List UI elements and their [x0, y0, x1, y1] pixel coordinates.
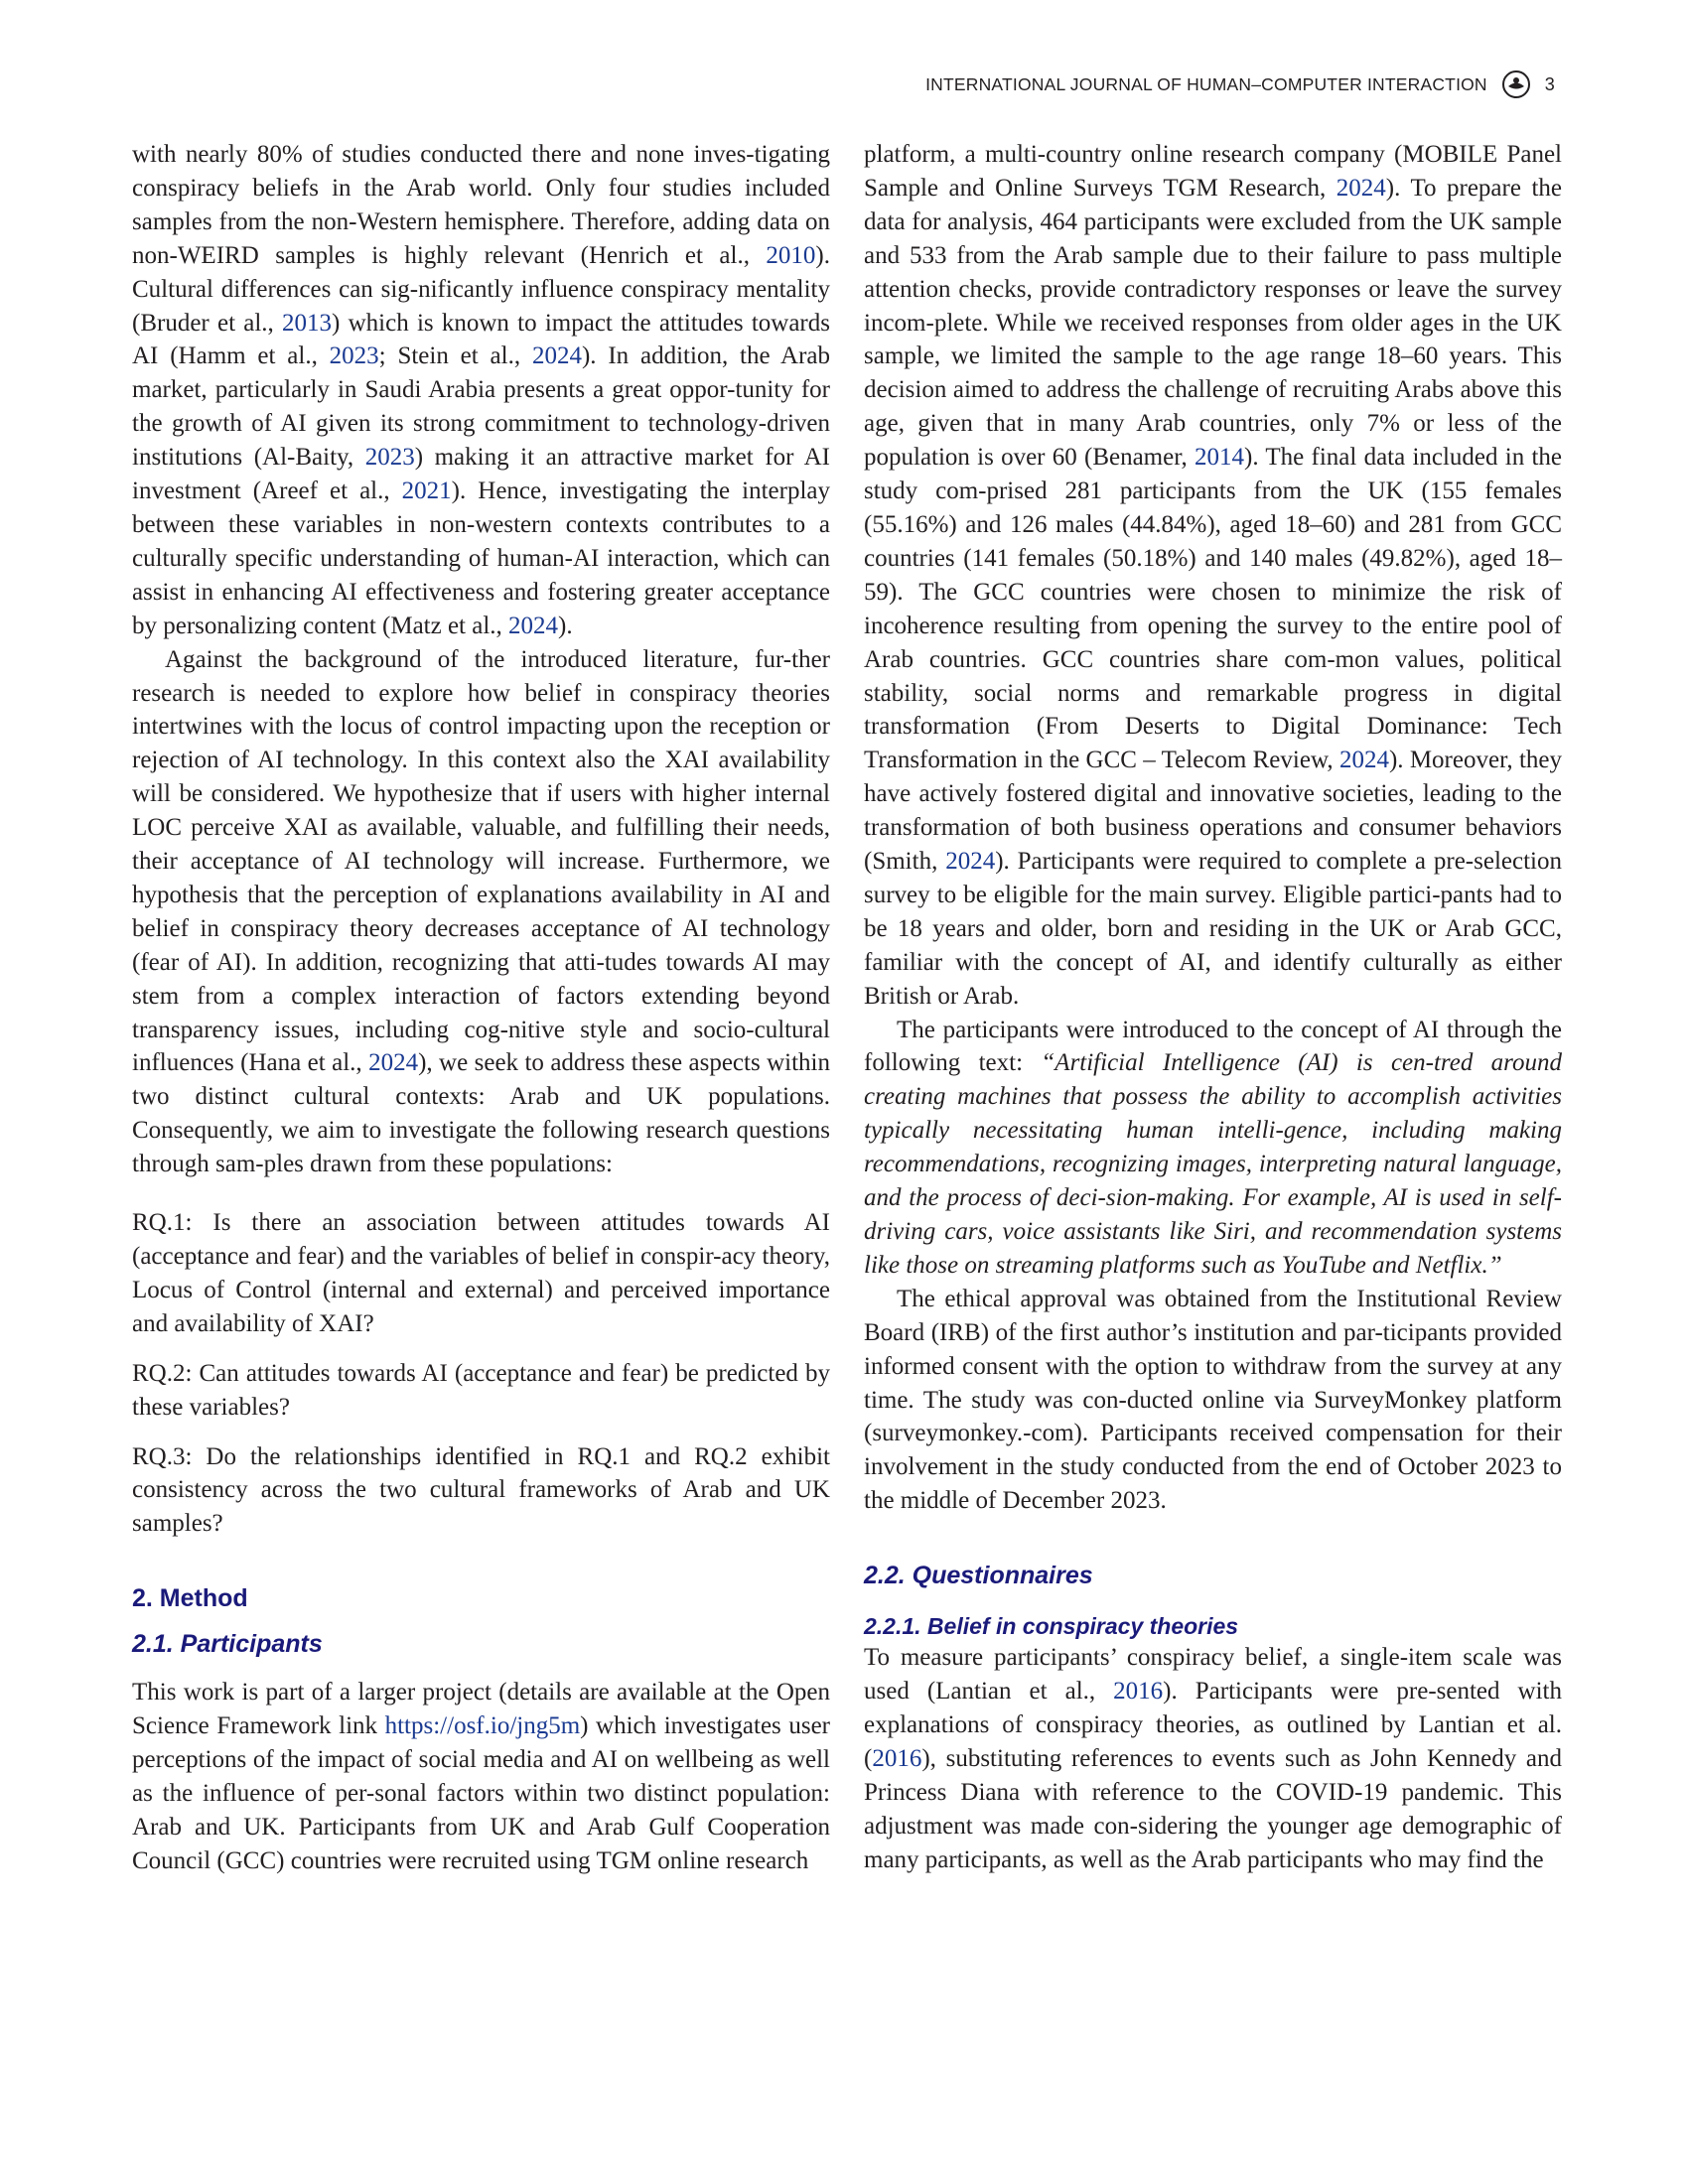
ai-definition-quote: “Artificial Intelligence (AI) is cen-tred around creating machines that possess the ability to accomplish activities typically necessitating human intelli-gence, including making recommendations, recognizing images, interpreting natural language, and the process of deci-sion-making. For example, AI is used in self-driving cars, voice assistants like Siri, and recommendation systems like those on streaming platforms such as YouTube and Netflix.” [864, 1049, 1562, 1279]
paragraph: The ethical approval was obtained from the Institutional Review Board (IRB) of the first author’s institution and par-ticipants provided informed consent with the option to withdraw from the survey at any time. The study was con-ducted online via SurveyMonkey platform (surveymonkey.-com). Participants received compensation for their involvement in the study conducted from the end of October 2023 to the middle of December 2023. [864, 1285, 1562, 1515]
citation-link[interactable]: 2023 [329, 342, 379, 370]
osf-link[interactable]: https://osf.io/jng5m [384, 1712, 581, 1740]
citation-link[interactable]: 2024 [368, 1049, 419, 1077]
paragraph: platform, a multi-country online research company (MOBILE Panel Sample and Online Surveys TGM Research, 2024). To prepare the data for analysis, 464 participants were excluded from the UK sample and 533 from the Arab sample due to their failure to pass multiple attention checks, provide contradictory responses or leave the survey incom-plete. While we received responses from older ages in the UK sample, we limited the sample to the age range 18–60 years. This decision aimed to address the challenge of recruiting Arabs above this age, given that in many Arab countries, only 7% or less of the population is over 60 (Benamer, 2014). The final data included in the study com-prised 281 participants from the UK (155 females (55.16%) and 126 males (44.84%), aged 18–60) and 281 from GCC countries (141 females (50.18%) and 140 males (49.82%), aged 18–59). The GCC countries were chosen to minimize the risk of incoherence resulting from opening the survey to the entire pool of Arab countries. GCC countries share com-mon values, political stability, social norms and remarkable progress in digital transformation (From Deserts to Digital Dominance: Tech Transformation in the GCC – Telecom Review, 2024). Moreover, they have actively fostered digital and innovative societies, leading to the transformation of both business operations and consumer behaviors (Smith, 2024). Participants were required to complete a pre-selection survey to be eligible for the main survey. Eligible partici-pants had to be 18 years and older, born and residing in the UK or Arab GCC, familiar with the concept of AI, and identify culturally as either British or Arab. [864, 141, 1563, 1010]
subsection-heading: 2.1. Participants [132, 1630, 323, 1659]
subsubsection-heading: 2.2.1. Belief in conspiracy theories [864, 1613, 1239, 1640]
citation-link[interactable]: 2016 [1113, 1678, 1164, 1706]
page-number: 3 [1544, 73, 1555, 94]
subsection-heading: 2.2. Questionnaires [864, 1562, 1093, 1590]
citation-link[interactable]: 2024 [945, 848, 996, 876]
section-heading: 2. Method [132, 1584, 248, 1613]
paragraph: with nearly 80% of studies conducted there and none inves-tigating conspiracy beliefs in the Arab world. Only four studies included samples from the non-Western hemisphere. Therefore, adding data on non-WEIRD samples is highly relevant (Henrich et al., 2010). Cultural differences can sig-nificantly influence conspiracy mentality (Bruder et al., 2013) which is known to impact the attitudes towards AI (Hamm et al., 2023; Stein et al., 2024). In addition, the Arab market, particularly in Saudi Arabia presents a great oppor-tunity for the growth of AI given its strong commitment to technology-driven institutions (Al-Baity, 2023) making it an attractive market for AI investment (Areef et al., 2021). Hence, investigating the interplay between these variables in non-western contexts contributes to a culturally specific understanding of human-AI interaction, which can assist in enhancing AI effectiveness and fostering greater acceptance by personalizing content (Matz et al., 2024). [132, 141, 831, 639]
citation-link[interactable]: 2023 [364, 444, 415, 472]
left-column [132, 138, 830, 1878]
citation-link[interactable]: 2010 [766, 241, 816, 269]
citation-link[interactable]: 2024 [531, 342, 582, 370]
citation-link[interactable]: 2021 [401, 478, 452, 505]
research-question-3: RQ.3: Do the relationships identified in RQ.1 and RQ.2 exhibit consistency across the two cultural frameworks of Arab and UK samples? [132, 1442, 830, 1538]
research-question-1: RQ.1: Is there an association between attitudes towards AI (acceptance and fear) and the variables of belief in conspir-acy theory, Locus of Control (internal and external) and perceived importance and availability of XAI? [132, 1209, 830, 1337]
research-question-2: RQ.2: Can attitudes towards AI (acceptance and fear) be predicted by these variables? [132, 1359, 830, 1421]
paragraph: The participants were introduced to the concept of AI through the following text: “Artificial Intelligence (AI) is cen-tred around creating machines that possess the ability to accomplish activities typically necessitating human intelli-gence, including making recommendations, recognizing images, interpreting natural language, and the process of deci-sion-making. For example, AI is used in self-driving cars, voice assistants like Siri, and recommendation systems like those on streaming platforms such as YouTube and Netflix.” [864, 1016, 1562, 1279]
citation-link[interactable]: 2013 [282, 309, 333, 337]
paragraph: To measure participants’ conspiracy belief, a single-item scale was used (Lantian et al., 2016). Participants were pre-sented with explanations of conspiracy theories, as outlined by Lantian et al. (2016), substituting references to events such as John Kennedy and Princess Diana with reference to the COVID-19 pandemic. This adjustment was made con-sidering the younger age demographic of many participants, as well as the Arab participants who may find the [864, 1644, 1562, 1873]
citation-link[interactable]: 2014 [1195, 444, 1245, 472]
journal-title: INTERNATIONAL JOURNAL OF HUMAN–COMPUTER INTERACTION [925, 73, 1487, 94]
running-head [854, 69, 1555, 99]
journal-logo-icon [1501, 69, 1531, 99]
citation-link[interactable]: 2016 [872, 1744, 922, 1772]
right-column [864, 138, 1562, 1877]
paragraph: Against the background of the introduced literature, fur-ther research is needed to explore how belief in conspiracy theories intertwines with the locus of control impacting upon the reception or rejection of AI technology. In this context also the XAI availability will be considered. We hypothesize that if users with higher internal LOC perceive XAI as available, valuable, and fulfilling their needs, their acceptance of AI technology will increase. Furthermore, we hypothesis that the perception of explanations availability in AI and belief in conspiracy theory decreases acceptance of AI technology (fear of AI). In addition, recognizing that atti-tudes towards AI may stem from a complex interaction of factors extending beyond transparency issues, including cog-nitive style and socio-cultural influences (Hana et al., 2024), we seek to address these aspects within two distinct cultural contexts: Arab and UK populations. Consequently, we aim to investigate the following research questions through sam-ples drawn from these populations: [132, 645, 830, 1178]
citation-link[interactable]: 2024 [1338, 747, 1389, 774]
citation-link[interactable]: 2024 [508, 612, 559, 639]
paragraph: This work is part of a larger project (details are available at the Open Science Framework link https://osf.io/jng5m) which investigates user perceptions of the impact of social media and AI on wellbeing as well as the influence of per-sonal factors within two distinct population: Arab and UK. Participants from UK and Arab Gulf Cooperation Council (GCC) countries were recruited using TGM online research [132, 1679, 830, 1874]
citation-link[interactable]: 2024 [1336, 174, 1386, 202]
